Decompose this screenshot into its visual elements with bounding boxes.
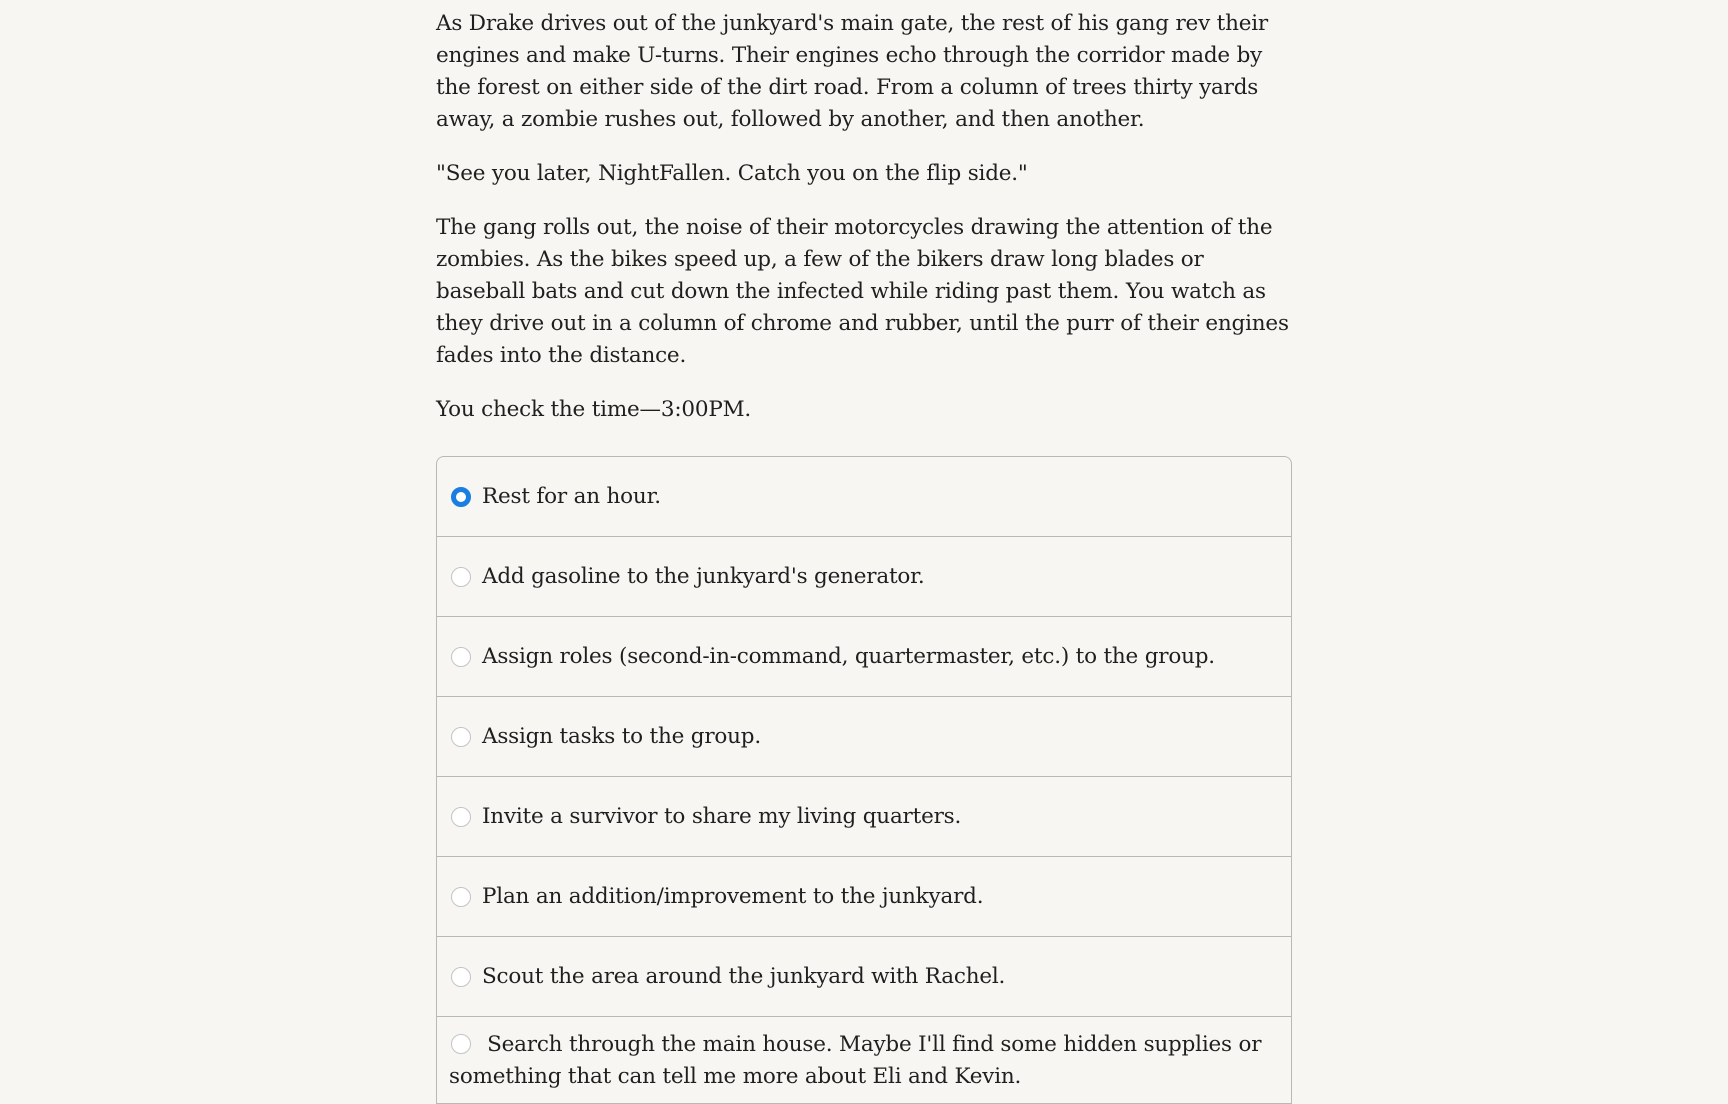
- radio-button-icon[interactable]: [451, 727, 471, 747]
- story-paragraph: The gang rolls out, the noise of their motorcycles drawing the attention of the zombies. As the bikes speed up, a few of the bikers draw long blades or baseball bats and cut down the infected while riding past them. You watch as they drive out in a column of chrome and rubber, until the purr of their engines fades into the distance.: [436, 215, 1289, 368]
- choice-label: Assign roles (second-in-command, quartermaster, etc.) to the group.: [482, 643, 1215, 669]
- story-page: [436, 0, 1292, 1104]
- choice-option-search-house[interactable]: [437, 1017, 1291, 1104]
- choice-label: Rest for an hour.: [482, 483, 661, 509]
- radio-button-icon[interactable]: [451, 647, 471, 667]
- radio-button-icon[interactable]: [451, 807, 471, 827]
- choice-option-invite-survivor[interactable]: [437, 777, 1291, 857]
- story-paragraph: "See you later, NightFallen. Catch you on the flip side.": [436, 161, 1028, 186]
- radio-button-icon[interactable]: [451, 887, 471, 907]
- choice-label: Invite a survivor to share my living quarters.: [482, 803, 962, 829]
- radio-button-icon[interactable]: [451, 1034, 471, 1054]
- choice-option-assign-tasks[interactable]: [437, 697, 1291, 777]
- choice-label: Add gasoline to the junkyard's generator.: [482, 563, 925, 589]
- story-paragraph: You check the time—3:00PM.: [436, 397, 752, 422]
- radio-button-icon[interactable]: [451, 967, 471, 987]
- choice-option-plan-improvement[interactable]: [437, 857, 1291, 937]
- story-paragraph: As Drake drives out of the junkyard's main gate, the rest of his gang rev their engines and make U-turns. Their engines echo through the corridor made by the forest on either side of the dirt road. From a column of trees thirty yards away, a zombie rushes out, followed by another, and then another.: [436, 11, 1269, 132]
- choice-label: Plan an addition/improvement to the junkyard.: [482, 883, 984, 909]
- radio-button-icon[interactable]: [451, 567, 471, 587]
- choice-option-rest[interactable]: [437, 457, 1291, 537]
- story-text: [436, 8, 1292, 426]
- choice-list: [436, 456, 1292, 1104]
- choice-label: Search through the main house. Maybe I'll find some hidden supplies or something that can tell me more about Eli and Kevin.: [449, 1032, 1262, 1089]
- choice-label: Assign tasks to the group.: [482, 723, 761, 749]
- choice-option-scout-area[interactable]: [437, 937, 1291, 1017]
- choice-label: Scout the area around the junkyard with Rachel.: [482, 963, 1006, 989]
- radio-button-selected-icon[interactable]: [451, 487, 471, 507]
- choice-option-assign-roles[interactable]: [437, 617, 1291, 697]
- choice-option-add-gasoline[interactable]: [437, 537, 1291, 617]
